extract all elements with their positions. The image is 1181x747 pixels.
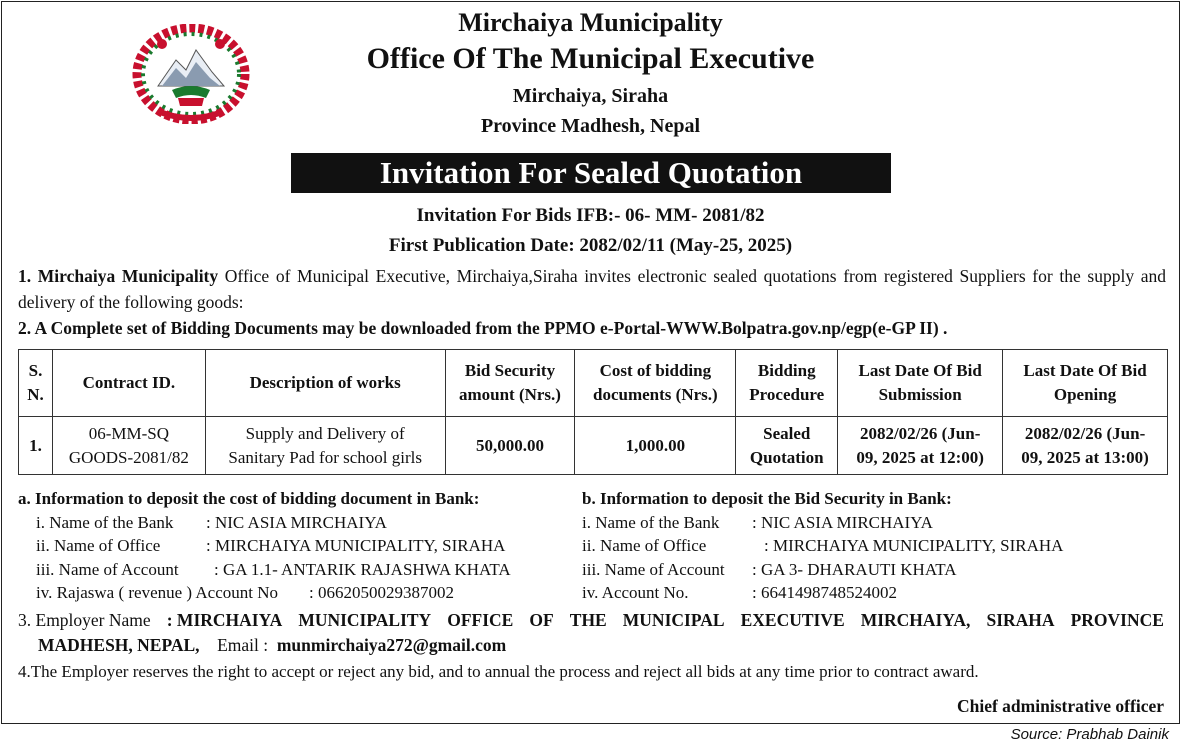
notice-banner: Invitation For Sealed Quotation	[291, 153, 891, 193]
header-opening: Last Date Of Bid Opening	[1003, 350, 1168, 417]
paragraph-invitation-body: Office of Municipal Executive, Mirchaiya,Siraha invites electronic sealed quotations from registered Suppliers for the supply and delivery of the following goods:	[18, 266, 1166, 312]
bank-a-row: i. Name of the Bank : NIC ASIA MIRCHAIYA	[36, 512, 387, 532]
bank-a-row: ii. Name of Office : MIRCHAIYA MUNICIPALITY, SIRAHA	[36, 536, 506, 555]
bank-b-row: iii. Name of Account : GA 3- DHARAUTI KHATA	[582, 559, 957, 579]
header-submission: Last Date Of Bid Submission	[838, 350, 1003, 417]
table-row	[19, 417, 1168, 475]
table-header-row	[19, 350, 1168, 417]
employer-info	[18, 608, 1164, 658]
city-line: Mirchaiya, Siraha	[512, 85, 669, 107]
employer-line-2: MADHESH, NEPAL, Email : munmirchaiya272@gmail.com	[38, 635, 507, 655]
bank-a-row: iv. Rajaswa ( revenue ) Account No : 0662050029387002	[36, 583, 454, 602]
header-cost: Cost of bidding documents (Nrs.)	[575, 350, 736, 417]
header-sn: S. N.	[19, 350, 53, 417]
cell-procedure: Sealed Quotation	[736, 417, 838, 475]
email-address: munmirchaiya272@gmail.com	[276, 635, 507, 655]
header-description: Description of works	[205, 350, 445, 417]
bank-a-title: a. Information to deposit the cost of bidding document in Bank:	[18, 489, 480, 508]
bank-a-row: iii. Name of Account : GA 1.1- ANTARIK RAJASHWA KHATA	[36, 559, 511, 579]
signature-title: Chief administrative officer	[956, 696, 1164, 716]
publication-date: First Publication Date: 2082/02/11 (May-25, 2025)	[388, 235, 793, 256]
province-line: Province Madhesh, Nepal	[480, 115, 701, 137]
bank-b-row: iv. Account No. : 6641498748524002	[582, 583, 897, 602]
paragraph-download: 2. A Complete set of Bidding Documents may be downloaded from the PPMO e-Portal-WWW.Bolpatra.gov.np/egp(e-GP II) .	[18, 318, 948, 338]
cell-opening: 2082/02/26 (Jun- 09, 2025 at 13:00)	[1003, 417, 1168, 475]
bank-b-row: ii. Name of Office : MIRCHAIYA MUNICIPALITY, SIRAHA	[582, 536, 1064, 555]
employer-label: 3. Employer Name	[18, 610, 151, 630]
paragraph-invitation	[18, 263, 1166, 315]
bids-table	[18, 349, 1168, 475]
email-label: Email :	[217, 635, 269, 655]
bank-b-title: b. Information to deposit the Bid Security in Bank:	[582, 489, 952, 508]
paragraph-invitation-lead: 1. Mirchaiya Municipality	[18, 266, 219, 286]
employer-line-1: 3. Employer Name : MIRCHAIYA MUNICIPALITY OFFICE OF THE MUNICIPAL EXECUTIVE MIRCHAIYA, SIRAHA PROVINCE	[18, 608, 1164, 633]
municipality-name: Mirchaiya Municipality	[458, 8, 723, 37]
paragraph-rights: 4.The Employer reserves the right to accept or reject any bid, and to annual the process and reject all bids at any time prior to contract award.	[18, 662, 979, 681]
cell-submission: 2082/02/26 (Jun- 09, 2025 at 12:00)	[838, 417, 1003, 475]
bank-info-bid-security	[582, 487, 1172, 605]
bank-info-bidding-doc	[18, 487, 578, 605]
cell-description: Supply and Delivery of Sanitary Pad for school girls	[205, 417, 445, 475]
header-bid-security: Bid Security amount (Nrs.)	[445, 350, 575, 417]
source-credit: Source: Prabhab Dainik	[1010, 726, 1169, 743]
cell-sn: 1.	[19, 417, 53, 475]
header-procedure: Bidding Procedure	[736, 350, 838, 417]
bank-b-row: i. Name of the Bank : NIC ASIA MIRCHAIYA	[582, 512, 933, 532]
ifb-number: Invitation For Bids IFB:- 06- MM- 2081/82	[416, 205, 765, 226]
cell-contract-id: 06-MM-SQ GOODS-2081/82	[52, 417, 205, 475]
office-title: Office Of The Municipal Executive	[366, 42, 815, 75]
header-contract-id: Contract ID.	[52, 350, 205, 417]
cell-cost: 1,000.00	[575, 417, 736, 475]
cell-bid-security: 50,000.00	[445, 417, 575, 475]
